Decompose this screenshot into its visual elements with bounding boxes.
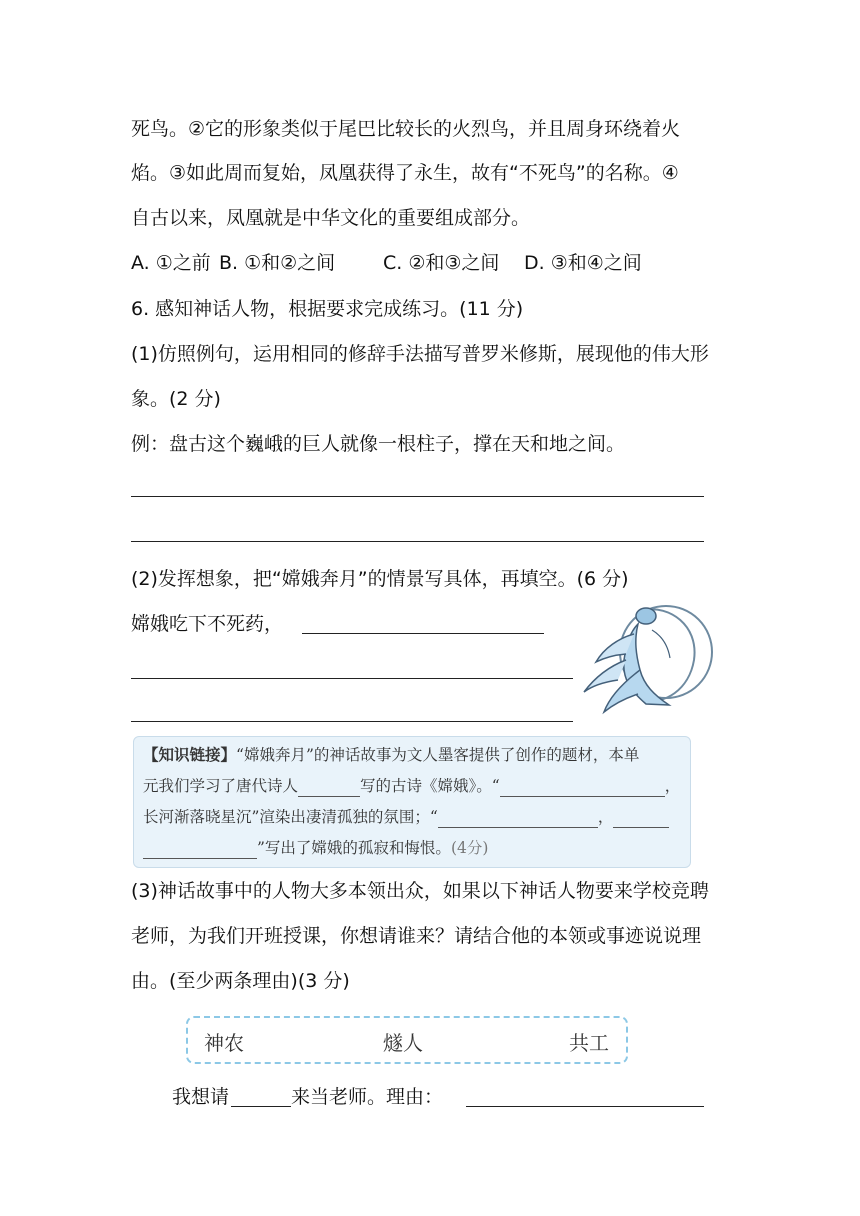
answer-blank-6-2-c[interactable] [131,721,573,722]
poem-line-blank-1[interactable] [500,778,665,797]
knowledge-text-2b: 写的古诗《嫦娥》。“ [360,777,500,795]
knowledge-text-2c: ， [664,777,681,795]
answer-middle: 来当老师。理由： [291,1086,444,1108]
myth-figure-gonggong: 共工 [569,1031,609,1055]
teacher-name-blank[interactable] [231,1106,291,1107]
question-6-1-line-2: 象。(2 分) [131,388,221,410]
myth-figures-box [186,1016,628,1064]
passage-line-1: 死鸟。②它的形象类似于尾巴比较长的火烈鸟，并且周身环绕着火 [131,118,681,140]
example-sentence: 例：盘古这个巍峨的巨人就像一根柱子，撑在天和地之间。 [131,433,626,455]
poem-line-blank-3[interactable] [613,809,669,828]
knowledge-line-4 [143,837,488,859]
knowledge-link-box [133,736,691,868]
question-6-title: 6. 感知神话人物，根据要求完成练习。(11 分) [131,298,524,320]
poet-blank[interactable] [298,778,360,797]
knowledge-line-1 [143,744,639,766]
knowledge-label: 【知识链接】 [143,745,237,764]
question-6-1-line-1: (1)仿照例句，运用相同的修辞手法描写普罗米修斯，展现他的伟大形 [131,343,709,365]
answer-blank-6-1-a[interactable] [131,496,704,497]
knowledge-text-3b: ， [597,808,614,826]
change-flying-to-moon-illustration [574,600,714,720]
knowledge-line-2 [143,775,680,797]
knowledge-line-3 [143,806,669,828]
myth-figure-suiren: 燧人 [383,1031,423,1055]
question-6-2: (2)发挥想象，把“嫦娥奔月”的情景写具体，再填空。(6 分) [131,568,629,590]
myth-figure-shennong: 神农 [204,1031,244,1055]
option-d: D. ③和④之间 [524,252,642,274]
passage-line-2: 焰。③如此周而复始，凤凰获得了永生，故有“不死鸟”的名称。④ [131,162,679,184]
option-a: A. ①之前 [131,252,211,274]
knowledge-text-4a: ”写出了嫦娥的孤寂和悔恨。 [257,839,451,857]
option-b: B. ①和②之间 [219,252,336,274]
knowledge-score: (4分) [450,839,489,857]
change-sentence-start: 嫦娥吃下不死药， [131,613,284,635]
answer-blank-6-1-b[interactable] [131,541,704,542]
option-c: C. ②和③之间 [383,252,500,274]
poem-line-blank-4[interactable] [143,840,257,859]
answer-blank-6-2-b[interactable] [131,678,573,679]
passage-line-3: 自古以来，凤凰就是中华文化的重要组成部分。 [131,207,531,229]
knowledge-text-2a: 元我们学习了唐代诗人 [143,777,299,795]
question-6-3-line-2: 老师，为我们开班授课，你想请谁来？请结合他的本领或事迹说说理 [131,925,702,947]
poem-line-blank-2[interactable] [438,809,598,828]
reason-blank[interactable] [466,1106,704,1107]
knowledge-text-1: “嫦娥奔月”的神话故事为文人墨客提供了创作的题材，本单 [236,746,640,764]
question-6-3-line-3: 由。(至少两条理由)(3 分) [131,970,350,992]
question-6-3-line-1: (3)神话故事中的人物大多本领出众，如果以下神话人物要来学校竞聘 [131,880,709,902]
answer-blank-6-2-a[interactable] [302,633,544,634]
knowledge-text-3a: 长河渐落晓星沉”渲染出凄清孤独的氛围；“ [143,808,438,826]
answer-prefix: 我想请 [172,1086,230,1108]
